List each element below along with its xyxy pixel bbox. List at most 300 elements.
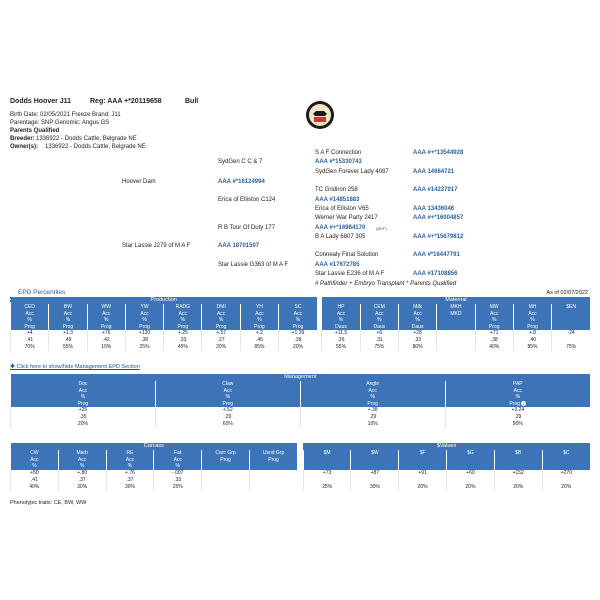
value-line <box>437 337 474 344</box>
col-values-radg <box>164 330 202 351</box>
header-line: Usnd Grp <box>262 450 285 456</box>
col-values-mh <box>513 330 551 351</box>
pedigree-ddd: Star Lassie E236 of M A F <box>315 271 385 277</box>
value-line: +76 <box>102 330 111 336</box>
pedigree-dds: Connealy Final Solution <box>315 252 379 258</box>
angus-logo <box>305 100 335 130</box>
band-values: $Values <box>303 443 590 450</box>
value-line: .38 <box>490 337 498 343</box>
value-line: .27 <box>217 337 225 343</box>
band-production: Production <box>11 297 317 304</box>
value-line: +4 <box>26 330 33 336</box>
col-header-mkh <box>437 304 475 330</box>
col-header-milk <box>398 304 436 330</box>
col-values-claw <box>155 407 300 428</box>
header-line: Prog <box>139 323 150 330</box>
header-line: Claw <box>222 381 234 387</box>
pedigree-sdd: Erica of Elliston V65 <box>315 206 369 212</box>
col-values-dollar-en <box>552 330 590 351</box>
value-line: .42 <box>102 337 110 343</box>
col-values-ww <box>87 330 125 351</box>
header-line: Acc <box>368 387 377 394</box>
value-line: .41 <box>26 337 34 343</box>
col-values-re <box>106 470 154 491</box>
header-line: Acc <box>513 387 522 394</box>
value-line: 10% <box>101 344 112 350</box>
value-line: .29 <box>369 414 377 420</box>
value-line <box>250 477 297 484</box>
pedigree-ssd-side-reg[interactable]: AAA 14664721 <box>413 169 455 175</box>
value-line: .49 <box>64 337 72 343</box>
value-line: +3.24 <box>511 407 525 413</box>
animal-name: Dodds Hoover J11 <box>10 98 72 105</box>
header-line: Carc Grp <box>215 450 236 456</box>
col-values-doc <box>11 407 156 428</box>
header-line: Acc <box>178 310 187 317</box>
pedigree-dsd-reg[interactable]: AAA #+*15679812 <box>413 234 464 240</box>
col-header-cw <box>11 450 59 470</box>
value-line <box>399 477 446 484</box>
col-values-cem <box>360 330 398 351</box>
info-icon[interactable]: i <box>521 401 526 406</box>
birth-info: Birth Date: 02/05/2021 Freeze Brand: J11 <box>10 112 121 118</box>
pedigree-ssd: SydGen Forever Lady 4087 <box>315 169 389 175</box>
col-header-claw <box>155 381 300 407</box>
header-line: Marb <box>76 450 88 456</box>
header-line: $F <box>419 450 426 456</box>
header-line: % <box>142 317 147 323</box>
col-header-fat <box>154 450 202 470</box>
value-line: .31 <box>375 337 383 343</box>
col-header-dollar-w <box>351 450 399 470</box>
header-line: Prog <box>509 400 520 407</box>
value-line: +1.39 <box>291 330 305 336</box>
col-values-pap <box>445 407 590 428</box>
value-line: .37 <box>126 476 134 483</box>
col-values-dollar-g <box>447 470 495 491</box>
header-line: % <box>80 394 86 400</box>
value-line: +91 <box>418 469 427 476</box>
header-line: Daus <box>373 323 386 330</box>
header-line: % <box>180 317 186 323</box>
value-line: 55% <box>62 344 73 350</box>
value-line: +28 <box>413 330 422 336</box>
epd-as-of: As of 02/07/2022 <box>546 290 588 296</box>
value-line: -24 <box>567 330 575 336</box>
col-header-sc <box>279 304 317 330</box>
header-line: Acc <box>78 456 87 463</box>
col-header-dollar-f <box>399 450 447 470</box>
value-line: 40% <box>489 344 500 350</box>
value-line: 30% <box>124 483 135 490</box>
header-line: Fat <box>174 450 182 456</box>
col-header-carc-grp <box>202 450 250 470</box>
header-line: Prog <box>77 400 89 407</box>
value-line <box>202 484 249 491</box>
header-line: Daus <box>411 323 424 330</box>
value-line: 60% <box>222 421 233 427</box>
col-header-hp <box>322 304 360 330</box>
value-line: .33 <box>174 476 182 483</box>
value-line: .41 <box>30 476 38 483</box>
col-header-yh <box>240 304 278 330</box>
parents-qualified: Parents Qualified <box>10 128 60 134</box>
header-line: Acc <box>375 310 384 317</box>
value-line: .38 <box>141 337 149 343</box>
value-line: +.8 <box>528 330 537 336</box>
col-values-cw <box>11 470 59 491</box>
col-values-yw <box>125 330 163 351</box>
header-line: Prog <box>488 323 500 330</box>
header-line: Acc <box>223 387 232 394</box>
value-line: +270 <box>560 469 572 476</box>
header-line: % <box>175 463 180 469</box>
value-line: 20% <box>77 421 88 427</box>
value-line: .29 <box>514 414 522 420</box>
sex-label: Bull <box>185 98 199 105</box>
pedigree-sire-reg[interactable]: AAA #*16124994 <box>218 179 265 185</box>
header-line: % <box>530 317 535 323</box>
value-line: 20% <box>417 483 428 490</box>
pedigree-dss: Werner War Party 2417 <box>315 215 378 221</box>
epd-table <box>10 297 590 351</box>
header-line: % <box>27 317 32 323</box>
col-values-bw <box>49 330 87 351</box>
registration-number: Reg: AAA +*20119658 <box>90 98 162 105</box>
col-values-dollar-c <box>542 470 590 491</box>
header-line: Prog <box>254 323 265 330</box>
value-line: +6 <box>376 330 383 336</box>
header-line: Prog <box>215 323 227 330</box>
header-line: Acc <box>255 310 264 317</box>
value-line: 20% <box>561 483 572 490</box>
header-line: Prog <box>24 323 35 330</box>
pedigree-sss: S A F Connection <box>315 150 362 156</box>
col-values-dollar-b <box>494 470 542 491</box>
pedigree-footnote: # Pathfinder + Embryo Transplant * Parents Qualified <box>315 281 457 287</box>
value-line <box>447 477 494 484</box>
header-line: % <box>338 317 344 323</box>
header-line: $C <box>563 450 570 456</box>
col-values-mkh <box>437 330 475 351</box>
col-values-marb <box>58 470 106 491</box>
pedigree-dss-reg[interactable]: AAA #+*16004857 <box>413 215 464 221</box>
value-line: 10% <box>367 421 378 427</box>
value-line: 85% <box>527 344 538 350</box>
header-line: BW <box>63 304 72 310</box>
value-line: 75% <box>374 344 385 350</box>
header-line: MH <box>528 304 537 310</box>
header-line: Prog <box>527 323 538 330</box>
header-line: Acc <box>173 456 182 463</box>
value-line: +50 <box>30 469 39 476</box>
col-values-fat <box>154 470 202 491</box>
pedigree-dds-reg[interactable]: AAA #*16447791 <box>413 252 460 258</box>
col-header-radg <box>164 304 202 330</box>
header-line: MKD <box>450 310 462 317</box>
band-carcass: Carcass <box>11 443 298 450</box>
pedigree-dd: Star Lassie G363 of M A F <box>218 262 289 268</box>
value-line: 20% <box>292 344 303 350</box>
pedigree-sd: Erica of Elliston C124 <box>218 197 276 203</box>
header-line: HP <box>337 304 345 310</box>
value-line <box>437 330 474 337</box>
pedigree-dsd: B A Lady 6807 305 <box>315 234 366 240</box>
value-line: .40 <box>529 337 536 343</box>
pedigree-ds-reg[interactable]: AAA #+*16984170 <box>315 225 366 231</box>
value-line: .45 <box>255 337 263 343</box>
pedigree-dam: Star Lassie J279 of M A F <box>122 243 191 249</box>
header-line: MW <box>489 304 499 310</box>
value-line <box>202 470 249 477</box>
header-line: Prog <box>367 400 378 407</box>
header-line: Acc <box>25 310 34 317</box>
header-line: $B <box>515 450 522 456</box>
value-line: .39 <box>294 337 302 343</box>
value-line <box>552 337 590 344</box>
value-line: +.25 <box>177 330 188 336</box>
header-line: $G <box>467 450 474 456</box>
header-line: Acc <box>78 387 88 394</box>
breeder-value: 1336922 - Dodds Cattle, Belgrade NE <box>36 136 137 142</box>
col-header-dollar-m <box>303 450 351 470</box>
value-line: +.76 <box>125 469 135 476</box>
col-values-yh <box>240 330 278 351</box>
header-line: PAP <box>512 381 523 387</box>
management-table <box>10 374 590 428</box>
pedigree-sss-reg[interactable]: AAA #+*13544928 <box>413 150 464 156</box>
col-header-ced <box>11 304 49 330</box>
value-line <box>304 477 351 484</box>
band-maternal: Maternal <box>322 297 590 304</box>
col-header-mw <box>475 304 513 330</box>
col-header-usnd-grp <box>249 450 297 470</box>
col-values-milk <box>398 330 436 351</box>
phenotypic-traits: Phenotypic traits: CE, BW, WW <box>10 500 87 506</box>
col-values-hp <box>322 330 360 351</box>
col-header-cem <box>360 304 398 330</box>
col-header-dollar-g <box>447 450 495 470</box>
header-line: Acc <box>413 310 422 317</box>
header-line: Prog <box>222 400 234 407</box>
value-line: 80% <box>412 344 423 350</box>
header-line: Milk <box>413 304 423 310</box>
star-icon: ✱ <box>10 364 16 370</box>
header-line: % <box>415 317 420 323</box>
header-line: Prog <box>292 323 304 330</box>
value-line: +87 <box>370 469 380 476</box>
value-line: 70% <box>24 344 35 350</box>
col-header-re <box>106 450 154 470</box>
value-line: 25% <box>322 483 333 490</box>
header-line: % <box>104 317 109 323</box>
col-header-marb <box>58 450 106 470</box>
col-header-pap <box>445 381 590 407</box>
value-line: +.80 <box>77 469 88 476</box>
col-values-carc-grp <box>202 470 250 491</box>
breeder-label: Breeder: <box>10 136 35 142</box>
header-line: % <box>491 317 497 323</box>
header-line: Prog <box>62 323 74 330</box>
header-line: YH <box>255 304 263 310</box>
owner-label: Owner(s): <box>10 144 39 150</box>
header-line: Doc <box>78 381 88 387</box>
pedigree-ds-tag: (BDF) <box>376 226 387 231</box>
header-line: RADG <box>175 304 191 310</box>
value-line <box>250 484 297 491</box>
value-line: +60 <box>466 469 475 476</box>
value-line: +.38 <box>367 407 378 413</box>
management-toggle-link[interactable]: ✱ Click here to show/hide Management EPD Section <box>10 364 140 370</box>
col-values-dollar-f <box>399 470 447 491</box>
header-line: Daus <box>335 323 347 330</box>
value-line <box>351 477 398 484</box>
value-line: .26 <box>337 337 345 343</box>
value-line: 20% <box>513 483 524 490</box>
owner-value: 1336922 - Dodds Cattle, Belgrade NE <box>45 144 146 150</box>
header-line: Prog <box>177 323 189 330</box>
value-line: +.2 <box>255 330 263 336</box>
header-line: % <box>377 317 382 323</box>
header-line: % <box>127 463 133 469</box>
header-line: RE <box>126 450 134 456</box>
pedigree-ds: R B Tour Of Duty 177 <box>218 225 275 231</box>
pedigree-dam-reg[interactable]: AAA 18701507 <box>218 243 260 249</box>
col-header-dollar-b <box>494 450 542 470</box>
value-line: .37 <box>78 476 86 483</box>
value-line: 20% <box>465 483 476 490</box>
value-line <box>495 477 542 484</box>
value-line: .33 <box>414 337 422 343</box>
header-line: % <box>370 394 375 400</box>
value-line: +.57 <box>216 330 227 336</box>
header-line: Prog <box>220 456 231 463</box>
col-values-dollar-w <box>351 470 399 491</box>
value-line: 85% <box>254 344 265 350</box>
header-line: % <box>225 394 231 400</box>
header-line: % <box>65 317 71 323</box>
header-line: Acc <box>528 310 537 317</box>
value-line: 20% <box>216 344 227 350</box>
col-header-angle <box>300 381 445 407</box>
header-line: Prog <box>100 323 112 330</box>
pedigree-ssd-reg[interactable]: AAA #*15330743 <box>315 159 362 165</box>
header-line: YW <box>140 304 149 310</box>
col-values-sc <box>279 330 317 351</box>
header-line: Prog <box>268 456 279 463</box>
header-line: $EN <box>566 304 576 310</box>
header-line: $M <box>323 450 331 456</box>
value-line: 75% <box>566 344 577 350</box>
col-values-dollar-m <box>303 470 351 491</box>
value-line: +120 <box>138 330 151 336</box>
col-header-dollar-c <box>542 450 590 470</box>
header-line: CW <box>30 450 39 456</box>
col-header-yw <box>125 304 163 330</box>
col-values-mw <box>475 330 513 351</box>
col-header-ww <box>87 304 125 330</box>
header-line: Angle <box>366 381 380 387</box>
value-line: .35 <box>79 414 87 420</box>
header-line: Acc <box>125 456 135 463</box>
pedigree-dd-reg[interactable]: AAA #17672785 <box>315 262 360 268</box>
pedigree-sire: Hoover Dam <box>122 179 156 185</box>
value-line: +25 <box>78 407 88 413</box>
band-management: Management <box>11 374 591 381</box>
header-line: Acc <box>336 310 346 317</box>
header-line: Acc <box>216 310 226 317</box>
header-line: Acc <box>293 310 303 317</box>
header-line: Acc <box>63 310 73 317</box>
header-line: Acc <box>140 310 149 317</box>
header-line: Acc <box>102 310 111 317</box>
value-line: +1.3 <box>63 330 73 336</box>
header-line: Acc <box>30 456 39 463</box>
value-line: 30% <box>77 483 88 490</box>
header-line: % <box>218 317 224 323</box>
value-line: 45% <box>177 344 188 350</box>
header-line: MKH <box>450 304 462 310</box>
col-values-dmi <box>202 330 240 351</box>
pedigree-ss: SydGen C C & 7 <box>218 159 263 165</box>
header-line: % <box>257 317 262 323</box>
grid-icon <box>10 290 16 296</box>
value-line: +152 <box>512 469 524 476</box>
value-line <box>543 477 590 484</box>
header-line: $W <box>371 450 379 456</box>
value-line: 25% <box>172 483 183 490</box>
header-line: % <box>79 463 85 469</box>
value-line: 55% <box>336 344 347 350</box>
value-line: 25% <box>139 344 150 350</box>
col-header-dollar-en <box>552 304 590 330</box>
col-header-dmi <box>202 304 240 330</box>
pedigree-sdd-reg[interactable]: AAA 13436046 <box>413 206 455 212</box>
parentage-info: Parentage: SNP Genomic: Angus GS <box>10 120 110 126</box>
value-line <box>437 344 474 351</box>
value-line: +73 <box>322 469 332 476</box>
header-line: % <box>295 317 301 323</box>
epd-percentiles-title[interactable]: EPD Percentiles <box>18 289 66 296</box>
value-line: +11.5 <box>334 330 348 336</box>
value-line <box>202 477 249 484</box>
header-line: CEM <box>373 304 385 310</box>
carcass-table <box>10 443 590 491</box>
header-line: Acc <box>490 310 499 317</box>
value-line: 40% <box>29 483 40 490</box>
pedigree-sd-reg[interactable]: AAA #14851883 <box>315 197 360 203</box>
value-line <box>250 470 297 477</box>
value-line: 90% <box>512 421 523 427</box>
value-line: .33 <box>179 337 187 343</box>
col-header-mh <box>513 304 551 330</box>
col-values-ced <box>11 330 49 351</box>
header-line: % <box>32 463 37 469</box>
col-values-usnd-grp <box>249 470 297 491</box>
col-header-bw <box>49 304 87 330</box>
header-line: SC <box>294 304 302 310</box>
header-line: % <box>515 394 521 400</box>
value-line: -.007 <box>172 469 184 476</box>
pedigree-sds-reg[interactable]: AAA #14237017 <box>413 187 458 193</box>
col-values-angle <box>300 407 445 428</box>
pedigree-ddd-reg[interactable]: AAA #17108856 <box>413 271 458 277</box>
value-line: .29 <box>224 414 232 420</box>
col-header-doc <box>11 381 156 407</box>
header-line: WW <box>101 304 111 310</box>
pedigree-sds: TC Gridiron 258 <box>315 187 358 193</box>
value-line: +.52 <box>222 407 233 413</box>
